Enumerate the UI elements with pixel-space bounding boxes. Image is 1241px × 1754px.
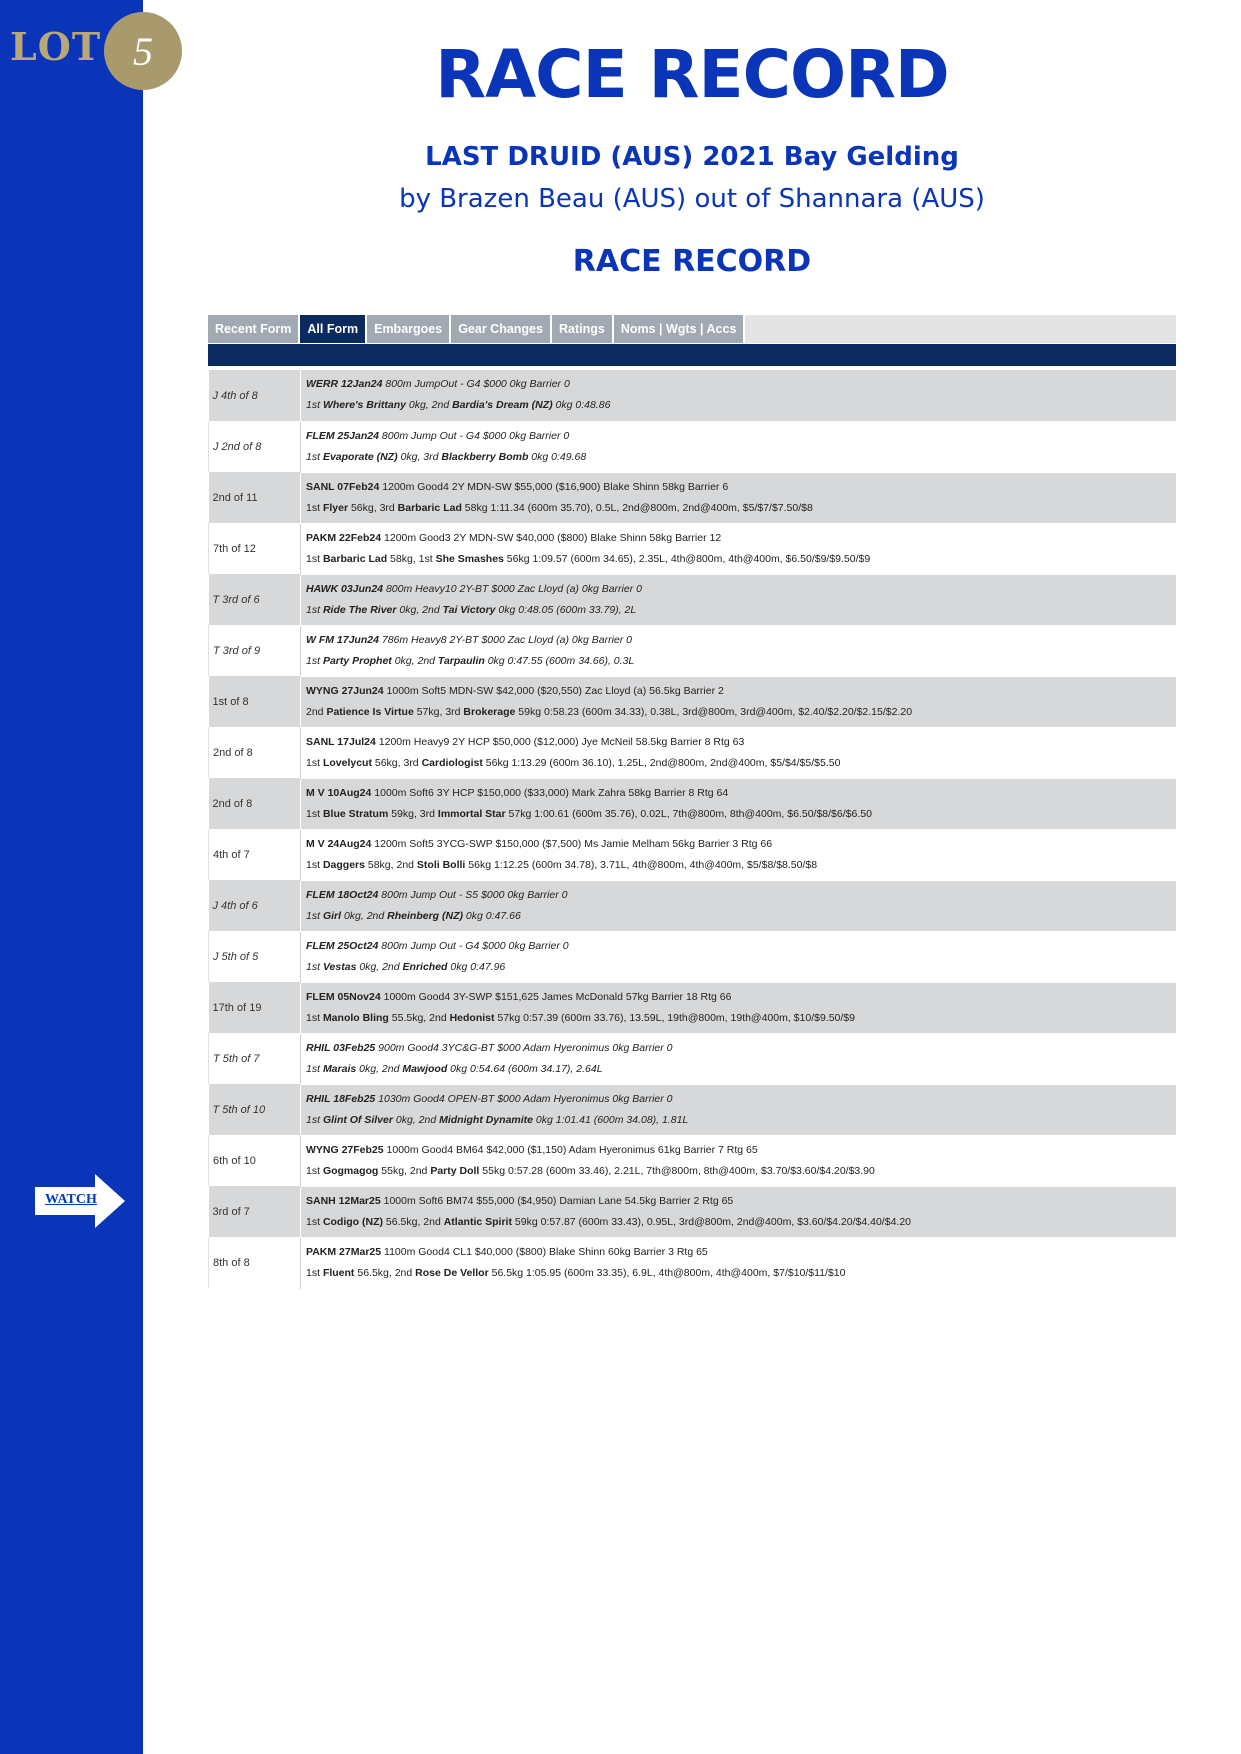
- race-conditions: 1200m Good4 2Y MDN-SW $55,000 ($16,900) Blake Shinn 58kg Barrier 6: [379, 480, 729, 493]
- race-summary-line: [306, 528, 1176, 549]
- result-text: 58kg, 1st: [387, 552, 436, 565]
- result-text: 58kg 1:11.34 (600m 35.70), 0.5L, 2nd@800m, 2nd@400m, $5/$7/$7.50/$8: [461, 501, 813, 514]
- race-conditions: 1100m Good4 CL1 $40,000 ($800) Blake Shinn 60kg Barrier 3 Rtg 65: [381, 1245, 708, 1258]
- result-text: 0kg 0:49.68: [528, 450, 587, 463]
- race-summary-line: [306, 1191, 1176, 1212]
- race-result: 8th of 8: [209, 1237, 301, 1288]
- race-venue-date: RHIL 18Feb25: [306, 1092, 376, 1105]
- race-venue-date: PAKM 27Mar25: [306, 1245, 382, 1258]
- horse-name: Rose De Vellor: [415, 1266, 489, 1279]
- race-result: T 5th of 7: [209, 1033, 301, 1084]
- race-result-line: [306, 651, 1176, 672]
- result-text: 1st: [306, 807, 323, 820]
- race-venue-date: M V 10Aug24: [306, 786, 372, 799]
- race-venue-date: WERR 12Jan24: [306, 378, 383, 391]
- horse-name: Brokerage: [463, 705, 516, 718]
- race-result-line: [306, 1161, 1176, 1182]
- race-row: [209, 421, 1177, 472]
- horse-name: Party Prophet: [322, 654, 392, 667]
- race-result-line: [306, 753, 1176, 774]
- race-details: [301, 472, 1177, 523]
- race-summary-line: [306, 579, 1176, 600]
- result-text: 1st: [306, 909, 323, 922]
- race-venue-date: SANL 07Feb24: [306, 480, 380, 493]
- race-details: [301, 778, 1177, 829]
- race-conditions: 900m Good4 3YC&G-BT $000 Adam Hyeronimus 0kg Barrier 0: [375, 1041, 673, 1054]
- race-row: [209, 472, 1177, 523]
- race-result-line: [306, 498, 1176, 519]
- race-details: [301, 1135, 1177, 1186]
- lot-number-badge: 5: [104, 12, 182, 90]
- race-summary-line: [306, 374, 1176, 395]
- horse-name: Girl: [322, 909, 342, 922]
- race-venue-date: WYNG 27Jun24: [306, 684, 384, 697]
- tab-embargoes[interactable]: Embargoes: [367, 315, 451, 343]
- horse-name: Patience Is Virtue: [326, 705, 414, 718]
- result-text: 56.5kg, 2nd: [383, 1215, 444, 1228]
- race-row: [209, 829, 1177, 880]
- race-venue-date: FLEM 18Oct24: [306, 888, 379, 901]
- result-text: 1st: [306, 1266, 323, 1279]
- result-text: 57kg 0:57.39 (600m 33.76), 13.59L, 19th@800m, 19th@400m, $10/$9.50/$9: [494, 1011, 855, 1024]
- race-venue-date: SANH 12Mar25: [306, 1194, 381, 1207]
- result-text: 55kg, 2nd: [378, 1164, 431, 1177]
- result-text: 1st: [306, 450, 323, 463]
- race-result-line: [306, 1110, 1176, 1131]
- horse-name: Midnight Dynamite: [439, 1113, 533, 1126]
- race-result: 7th of 12: [209, 523, 301, 574]
- result-text: 0kg, 2nd: [356, 1062, 403, 1075]
- race-summary-line: [306, 630, 1176, 651]
- result-text: 0kg, 2nd: [391, 654, 438, 667]
- race-conditions: 1000m Good4 BM64 $42,000 ($1,150) Adam Hyeronimus 61kg Barrier 7 Rtg 65: [383, 1143, 758, 1156]
- horse-name: Immortal Star: [437, 807, 506, 820]
- result-text: 0kg, 2nd: [356, 960, 403, 973]
- result-text: 0kg 0:47.96: [447, 960, 506, 973]
- result-text: 0kg, 3rd: [397, 450, 442, 463]
- race-result-line: [306, 702, 1176, 723]
- race-result: J 2nd of 8: [209, 421, 301, 472]
- page-title: RACE RECORD: [435, 36, 949, 113]
- race-result-line: [306, 600, 1176, 621]
- race-conditions: 1000m Good4 3Y-SWP $151,625 James McDonald 57kg Barrier 18 Rtg 66: [380, 990, 732, 1003]
- race-row: [209, 1084, 1177, 1135]
- race-venue-date: SANL 17Jul24: [306, 735, 376, 748]
- race-result-line: [306, 855, 1176, 876]
- horse-name: Where's Brittany: [322, 399, 406, 412]
- race-result-line: [306, 395, 1176, 416]
- race-conditions: 800m JumpOut - G4 $000 0kg Barrier 0: [382, 378, 570, 391]
- result-text: 1st: [306, 960, 323, 973]
- tab-gear-changes[interactable]: Gear Changes: [451, 315, 552, 343]
- race-summary-line: [306, 885, 1176, 906]
- race-summary-line: [306, 1242, 1176, 1263]
- tab-recent-form[interactable]: Recent Form: [208, 315, 300, 343]
- horse-name: Party Doll: [430, 1164, 480, 1177]
- race-conditions: 1000m Soft5 MDN-SW $42,000 ($20,550) Zac Lloyd (a) 56.5kg Barrier 2: [383, 684, 724, 697]
- result-text: 0kg, 2nd: [405, 399, 453, 412]
- horse-name: Blue Stratum: [322, 807, 389, 820]
- race-details: [301, 523, 1177, 574]
- race-conditions: 1000m Soft6 BM74 $55,000 ($4,950) Damian Lane 54.5kg Barrier 2 Rtg 65: [380, 1194, 734, 1207]
- race-result-line: [306, 1212, 1176, 1233]
- race-conditions: 800m Heavy10 2Y-BT $000 Zac Lloyd (a) 0kg Barrier 0: [383, 582, 642, 595]
- race-summary-line: [306, 477, 1176, 498]
- horse-name: Stoli Bolli: [416, 858, 466, 871]
- race-record-table: [208, 366, 1176, 1289]
- result-text: 56kg, 3rd: [371, 756, 422, 769]
- race-details: [301, 880, 1177, 931]
- race-summary-line: [306, 1140, 1176, 1161]
- race-row: [209, 982, 1177, 1033]
- result-text: 56kg 1:13.29 (600m 36.10), 1.25L, 2nd@800m, 2nd@400m, $5/$4/$5/$5.50: [482, 756, 841, 769]
- race-row: [209, 1186, 1177, 1237]
- result-text: 57kg, 3rd: [413, 705, 464, 718]
- race-summary-line: [306, 426, 1176, 447]
- race-details: [301, 1186, 1177, 1237]
- race-result-line: [306, 906, 1176, 927]
- horse-name: Vestas: [322, 960, 357, 973]
- race-row: [209, 1033, 1177, 1084]
- horse-name: Rheinberg (NZ): [387, 909, 463, 922]
- horse-name: Barbaric Lad: [397, 501, 462, 514]
- result-text: 0kg, 2nd: [392, 1113, 440, 1126]
- result-text: 57kg 1:00.61 (600m 35.76), 0.02L, 7th@800m, 8th@400m, $6.50/$8/$6/$6.50: [505, 807, 872, 820]
- race-row: [209, 778, 1177, 829]
- race-details: [301, 931, 1177, 982]
- result-text: 55kg 0:57.28 (600m 33.46), 2.21L, 7th@800m, 8th@400m, $3.70/$3.60/$4.20/$3.90: [479, 1164, 875, 1177]
- table-header-bar: [208, 344, 1176, 366]
- race-result: J 4th of 6: [209, 880, 301, 931]
- race-details: [301, 727, 1177, 778]
- result-text: 59kg, 3rd: [388, 807, 438, 820]
- horse-name: Hedonist: [449, 1011, 495, 1024]
- race-details: [301, 370, 1177, 421]
- race-details: [301, 421, 1177, 472]
- result-text: 56.5kg 1:05.95 (600m 33.35), 6.9L, 4th@800m, 4th@400m, $7/$10/$11/$10: [488, 1266, 846, 1279]
- race-result: T 3rd of 9: [209, 625, 301, 676]
- race-row: [209, 1237, 1177, 1288]
- race-summary-line: [306, 681, 1176, 702]
- result-text: 56kg 1:09.57 (600m 34.65), 2.35L, 4th@800m, 4th@400m, $6.50/$9/$9.50/$9: [503, 552, 871, 565]
- race-row: [209, 370, 1177, 421]
- race-result: J 5th of 5: [209, 931, 301, 982]
- race-summary-line: [306, 1089, 1176, 1110]
- race-venue-date: FLEM 25Oct24: [306, 939, 379, 952]
- horse-name: Gogmagog: [322, 1164, 379, 1177]
- race-result: 2nd of 11: [209, 472, 301, 523]
- race-row: [209, 1135, 1177, 1186]
- horse-name: Bardia's Dream (NZ): [452, 399, 553, 412]
- horse-name: Mawjood: [402, 1062, 448, 1075]
- result-text: 1st: [306, 1164, 323, 1177]
- horse-name: Evaporate (NZ): [322, 450, 398, 463]
- watch-button[interactable]: [35, 1174, 127, 1228]
- race-venue-date: M V 24Aug24: [306, 837, 372, 850]
- horse-name-line: LAST DRUID (AUS) 2021 Bay Gelding: [425, 142, 959, 172]
- race-result: 2nd of 8: [209, 727, 301, 778]
- race-venue-date: WYNG 27Feb25: [306, 1143, 384, 1156]
- race-venue-date: PAKM 22Feb24: [306, 531, 382, 544]
- race-venue-date: FLEM 05Nov24: [306, 990, 381, 1003]
- horse-name: Ride The River: [322, 603, 397, 616]
- race-result-line: [306, 1059, 1176, 1080]
- result-text: 58kg, 2nd: [364, 858, 417, 871]
- race-details: [301, 982, 1177, 1033]
- race-result-line: [306, 1008, 1176, 1029]
- race-summary-line: [306, 936, 1176, 957]
- race-summary-line: [306, 987, 1176, 1008]
- race-result-line: [306, 957, 1176, 978]
- race-conditions: 1200m Heavy9 2Y HCP $50,000 ($12,000) Jye McNeil 58.5kg Barrier 8 Rtg 63: [375, 735, 745, 748]
- race-conditions: 1200m Soft5 3YCG-SWP $150,000 ($7,500) Ms Jamie Melham 56kg Barrier 3 Rtg 66: [371, 837, 773, 850]
- race-form-panel: [208, 315, 1176, 1289]
- result-text: 1st: [306, 1011, 323, 1024]
- race-venue-date: HAWK 03Jun24: [306, 582, 384, 595]
- race-row: [209, 676, 1177, 727]
- horse-name: Blackberry Bomb: [441, 450, 529, 463]
- horse-name: Lovelycut: [322, 756, 372, 769]
- horse-name: Codigo (NZ): [322, 1215, 383, 1228]
- race-summary-line: [306, 834, 1176, 855]
- result-text: 59kg 0:57.87 (600m 33.43), 0.95L, 3rd@800m, 2nd@400m, $3.60/$4.20/$4.40/$4.20: [511, 1215, 911, 1228]
- result-text: 1st: [306, 552, 323, 565]
- result-text: 0kg 0:48.86: [552, 399, 611, 412]
- race-result: J 4th of 8: [209, 370, 301, 421]
- race-result: 3rd of 7: [209, 1186, 301, 1237]
- watch-label: WATCH: [45, 1192, 97, 1207]
- result-text: 56kg 1:12.25 (600m 34.78), 3.71L, 4th@800m, 4th@400m, $5/$8/$8.50/$8: [465, 858, 818, 871]
- horse-name: Cardiologist: [421, 756, 483, 769]
- horse-name: Flyer: [322, 501, 349, 514]
- horse-name: Enriched: [402, 960, 448, 973]
- result-text: 0kg 0:47.55 (600m 34.66), 0.3L: [484, 654, 635, 667]
- race-details: [301, 1084, 1177, 1135]
- race-venue-date: RHIL 03Feb25: [306, 1041, 376, 1054]
- race-result-line: [306, 549, 1176, 570]
- race-row: [209, 880, 1177, 931]
- race-summary-line: [306, 732, 1176, 753]
- race-conditions: 800m Jump Out - G4 $000 0kg Barrier 0: [378, 939, 569, 952]
- result-text: 1st: [306, 1062, 323, 1075]
- race-conditions: 1030m Good4 OPEN-BT $000 Adam Hyeronimus 0kg Barrier 0: [375, 1092, 673, 1105]
- race-details: [301, 1237, 1177, 1288]
- horse-name: She Smashes: [435, 552, 504, 565]
- race-details: [301, 1033, 1177, 1084]
- horse-name: Glint Of Silver: [322, 1113, 393, 1126]
- result-text: 1st: [306, 1215, 323, 1228]
- race-row: [209, 523, 1177, 574]
- result-text: 55.5kg, 2nd: [388, 1011, 450, 1024]
- result-text: 56.5kg, 2nd: [354, 1266, 416, 1279]
- race-result: T 3rd of 6: [209, 574, 301, 625]
- tab-noms-wgts-accs[interactable]: Noms | Wgts | Accs: [614, 315, 746, 343]
- horse-name: Barbaric Lad: [322, 552, 388, 565]
- race-result-line: [306, 804, 1176, 825]
- race-result-line: [306, 447, 1176, 468]
- race-details: [301, 625, 1177, 676]
- result-text: 1st: [306, 858, 323, 871]
- result-text: 0kg 0:48.05 (600m 33.79), 2L: [495, 603, 637, 616]
- lot-label: LOT: [10, 24, 102, 69]
- form-tabs: [208, 315, 1176, 343]
- race-row: [209, 625, 1177, 676]
- result-text: 1st: [306, 501, 323, 514]
- breeding-line: by Brazen Beau (AUS) out of Shannara (AUS): [399, 184, 985, 214]
- race-row: [209, 727, 1177, 778]
- result-text: 0kg 1:01.41 (600m 34.08), 1.81L: [533, 1113, 689, 1126]
- race-conditions: 800m Jump Out - S5 $000 0kg Barrier 0: [378, 888, 568, 901]
- result-text: 0kg 0:47.66: [462, 909, 521, 922]
- race-conditions: 1200m Good3 2Y MDN-SW $40,000 ($800) Blake Shinn 58kg Barrier 12: [381, 531, 722, 544]
- left-sidebar: [0, 0, 143, 1754]
- race-details: [301, 829, 1177, 880]
- result-text: 0kg 0:54.64 (600m 34.17), 2.64L: [447, 1062, 603, 1075]
- race-result: 17th of 19: [209, 982, 301, 1033]
- race-summary-line: [306, 1038, 1176, 1059]
- result-text: 59kg 0:58.23 (600m 34.33), 0.38L, 3rd@800m, 3rd@400m, $2.40/$2.20/$2.15/$2.20: [515, 705, 913, 718]
- horse-name: Fluent: [322, 1266, 355, 1279]
- horse-name: Tai Victory: [442, 603, 496, 616]
- race-venue-date: W FM 17Jun24: [306, 633, 379, 646]
- race-result: T 5th of 10: [209, 1084, 301, 1135]
- race-venue-date: FLEM 25Jan24: [306, 429, 379, 442]
- result-text: 0kg, 2nd: [396, 603, 443, 616]
- race-row: [209, 931, 1177, 982]
- result-text: 1st: [306, 654, 323, 667]
- horse-name: Marais: [322, 1062, 357, 1075]
- race-conditions: 800m Jump Out - G4 $000 0kg Barrier 0: [378, 429, 570, 442]
- race-details: [301, 574, 1177, 625]
- result-text: 2nd: [306, 705, 327, 718]
- tab-all-form[interactable]: All Form: [300, 315, 367, 343]
- horse-name: Tarpaulin: [437, 654, 485, 667]
- race-row: [209, 574, 1177, 625]
- race-result: 4th of 7: [209, 829, 301, 880]
- result-text: 56kg, 3rd: [348, 501, 398, 514]
- result-text: 0kg, 2nd: [341, 909, 388, 922]
- race-summary-line: [306, 783, 1176, 804]
- race-result-line: [306, 1263, 1176, 1284]
- race-conditions: 786m Heavy8 2Y-BT $000 Zac Lloyd (a) 0kg Barrier 0: [378, 633, 633, 646]
- race-result: 1st of 8: [209, 676, 301, 727]
- race-details: [301, 676, 1177, 727]
- result-text: 1st: [306, 603, 323, 616]
- race-result: 2nd of 8: [209, 778, 301, 829]
- result-text: 1st: [306, 1113, 323, 1126]
- race-result: 6th of 10: [209, 1135, 301, 1186]
- result-text: 1st: [306, 399, 323, 412]
- race-conditions: 1000m Soft6 3Y HCP $150,000 ($33,000) Mark Zahra 58kg Barrier 8 Rtg 64: [371, 786, 729, 799]
- tab-ratings[interactable]: Ratings: [552, 315, 614, 343]
- horse-name: Manolo Bling: [322, 1011, 389, 1024]
- horse-name: Daggers: [322, 858, 365, 871]
- horse-name: Atlantic Spirit: [443, 1215, 512, 1228]
- section-title: RACE RECORD: [572, 244, 812, 279]
- result-text: 1st: [306, 756, 323, 769]
